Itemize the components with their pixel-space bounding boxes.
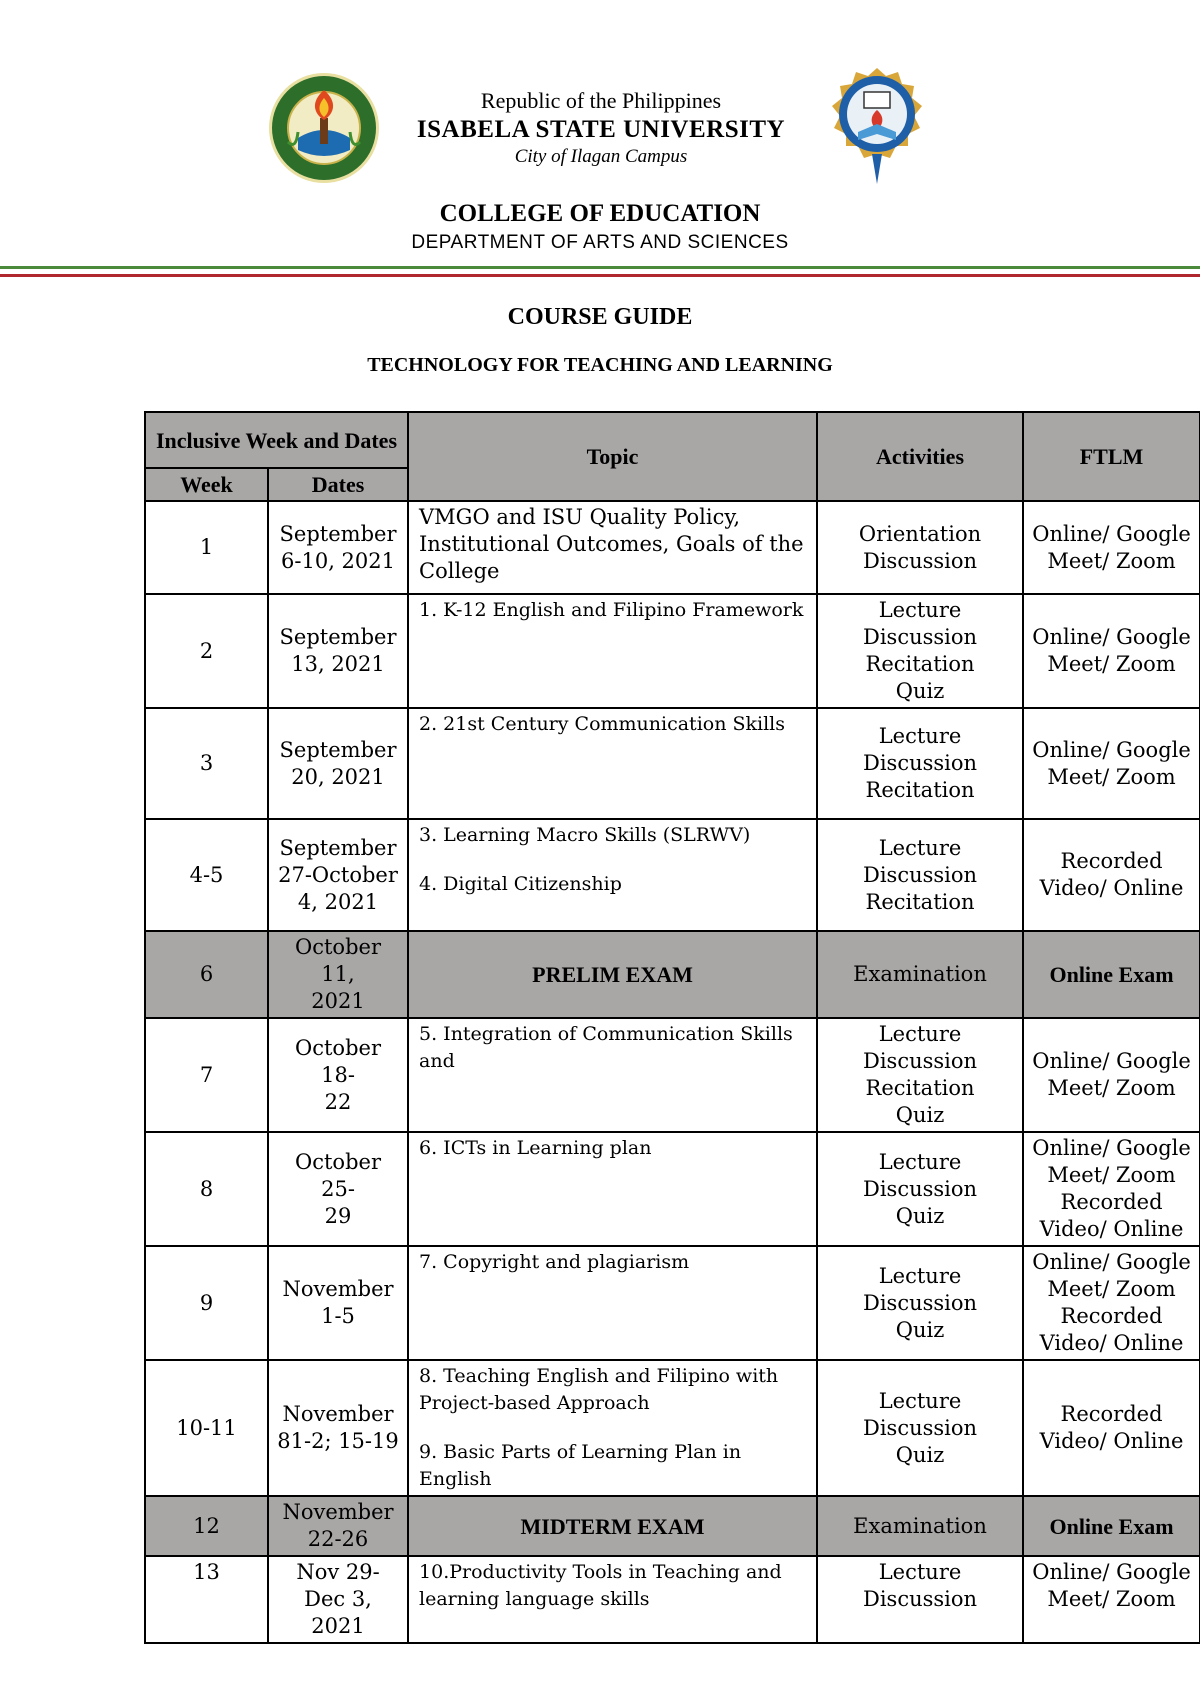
ftlm-cell-line: Recorded: [1060, 1190, 1163, 1214]
dates-cell: [268, 501, 408, 594]
ftlm-cell-line: Meet/ Zoom: [1047, 1163, 1176, 1187]
ftlm-cell: [1023, 594, 1200, 708]
ftlm-cell: [1023, 1360, 1200, 1496]
activities-cell-line: Lecture: [878, 724, 962, 748]
table-row: [145, 1360, 1200, 1496]
campus-name: City of Ilagan Campus: [514, 146, 688, 167]
topic-text: 7. Copyright and plagiarism: [419, 1251, 690, 1273]
activities-cell-line: Lecture: [878, 1388, 962, 1413]
table-row: [145, 1246, 1200, 1360]
ftlm-cell-line: Online/ Google: [1032, 1136, 1191, 1160]
activities-cell-line: Discussion: [862, 751, 978, 775]
dates-cell: [268, 1556, 408, 1643]
week-cell: 4-5: [145, 819, 268, 931]
activities-cell: [817, 708, 1023, 819]
activities-cell-line: Discussion: [862, 625, 978, 649]
dates-cell-line: October 11,: [295, 935, 381, 986]
topic-text: 10.Productivity Tools in Teaching and learning language skills: [419, 1561, 782, 1610]
topic-cell: [408, 1246, 817, 1360]
dates-cell: [268, 819, 408, 931]
republic-line: Republic of the Philippines: [480, 88, 722, 113]
topic-cell: [408, 819, 817, 931]
activities-cell: [817, 501, 1023, 594]
dates-cell: [268, 1132, 408, 1246]
dates-cell: [268, 931, 408, 1018]
topic-text: 3. Learning Macro Skills (SLRWV): [419, 824, 751, 846]
topic-cell: [408, 1360, 817, 1496]
activities-cell-line: Discussion: [862, 1415, 978, 1440]
topic-cell: [408, 594, 817, 708]
activities-cell: [817, 1360, 1023, 1496]
activities-cell-line: Quiz: [895, 1442, 945, 1467]
ftlm-cell: [1023, 501, 1200, 594]
dates-cell-line: Dec 3, 2021: [304, 1587, 372, 1638]
activities-cell-line: Lecture: [878, 1022, 962, 1046]
dates-cell: [268, 708, 408, 819]
college-name: COLLEGE OF EDUCATION: [439, 200, 761, 227]
week-cell: 1: [145, 501, 268, 594]
dates-cell-line: 13, 2021: [291, 652, 385, 676]
table-row: [145, 1496, 1200, 1556]
ftlm-cell: [1023, 708, 1200, 819]
ftlm-cell-line: Meet/ Zoom: [1047, 652, 1176, 676]
dates-cell-line: 27-October: [278, 862, 398, 887]
week-cell: 7: [145, 1018, 268, 1132]
activities-cell-line: Recitation: [865, 889, 975, 914]
ftlm-cell: [1023, 1132, 1200, 1246]
dates-cell-line: 81-2; 15-19: [277, 1429, 399, 1453]
ftlm-cell-line: Online/ Google: [1032, 625, 1191, 649]
topic-cell: [408, 708, 817, 819]
dates-cell: [268, 1246, 408, 1360]
ftlm-cell-line: Recorded: [1060, 849, 1163, 873]
topic-cell: [408, 501, 817, 594]
week-cell: 9: [145, 1246, 268, 1360]
ftlm-cell-line: Meet/ Zoom: [1047, 764, 1176, 789]
activities-cell-line: Discussion: [862, 1176, 978, 1201]
activities-cell-line: Recitation: [865, 652, 975, 676]
ftlm-cell-line: Online/ Google: [1032, 737, 1191, 762]
dates-cell-line: November: [282, 1500, 394, 1524]
activities-cell: [817, 1556, 1023, 1643]
dates-cell-line: Nov 29-: [296, 1560, 380, 1584]
activities-cell-line: Discussion: [862, 1290, 978, 1315]
week-cell: 6: [145, 931, 268, 1018]
dates-cell: [268, 1360, 408, 1496]
activities-cell-line: Lecture: [878, 1560, 962, 1584]
activities-cell: [817, 594, 1023, 708]
table-row: [145, 1132, 1200, 1246]
header-activities: Activities: [817, 412, 1023, 501]
dates-cell-line: September: [279, 625, 397, 649]
ftlm-cell-line: Video/ Online: [1039, 1331, 1184, 1355]
topic-text: 2. 21st Century Communication Skills: [419, 713, 785, 735]
topic-text: 6. ICTs in Learning plan: [419, 1137, 652, 1159]
activities-cell-line: Quiz: [895, 1203, 945, 1228]
university-name: ISABELA STATE UNIVERSITY: [416, 116, 786, 143]
ftlm-cell-line: Online/ Google: [1032, 1250, 1191, 1274]
topic-cell: [408, 1132, 817, 1246]
ftlm-cell-line: Video/ Online: [1039, 1429, 1184, 1453]
department-name: DEPARTMENT OF ARTS AND SCIENCES: [411, 232, 789, 253]
activities-cell: [817, 1132, 1023, 1246]
dates-cell-line: September: [279, 737, 397, 762]
activities-cell-line: Lecture: [878, 1149, 962, 1174]
activities-cell-line: Discussion: [862, 1049, 978, 1073]
activities-cell-line: Discussion: [862, 862, 978, 887]
ftlm-cell-line: Meet/ Zoom: [1047, 1277, 1176, 1301]
dates-cell-line: 2021: [311, 989, 365, 1013]
topic-text: VMGO and ISU Quality Policy, Institutional Outcomes, Goals of the College: [419, 505, 804, 583]
ftlm-cell-line: Recorded: [1060, 1304, 1163, 1328]
ftlm-cell: [1023, 1018, 1200, 1132]
week-cell: 2: [145, 594, 268, 708]
activities-cell-line: Quiz: [895, 1317, 945, 1342]
table-row: [145, 501, 1200, 594]
dates-cell-line: November: [282, 1402, 394, 1426]
table-row: [145, 708, 1200, 819]
activities-cell-line: Recitation: [865, 1076, 975, 1100]
ftlm-cell: Online Exam: [1023, 1496, 1200, 1556]
document-title: COURSE GUIDE: [507, 304, 693, 330]
dates-cell: [268, 1018, 408, 1132]
week-cell: 10-11: [145, 1360, 268, 1496]
activities-cell-line: Quiz: [895, 679, 945, 703]
divider-red: [0, 274, 1200, 277]
activities-cell-line: Lecture: [878, 598, 962, 622]
exam-title-cell: PRELIM EXAM: [408, 931, 817, 1018]
activities-cell: Examination: [817, 931, 1023, 1018]
course-guide-table: [144, 411, 1200, 1644]
dates-cell-line: October 25-: [295, 1149, 381, 1201]
letterhead: [0, 0, 1200, 280]
table-row: [145, 1018, 1200, 1132]
topic-text: 8. Teaching English and Filipino with Project-based Approach: [419, 1365, 779, 1414]
ftlm-cell-line: Online/ Google: [1032, 521, 1191, 546]
table-row: [145, 819, 1200, 931]
header-topic: Topic: [408, 412, 817, 501]
table-row: [145, 1556, 1200, 1643]
dates-cell-line: 1-5: [321, 1304, 355, 1328]
ftlm-cell-line: Online/ Google: [1032, 1560, 1191, 1584]
activities-cell: Examination: [817, 1496, 1023, 1556]
dates-cell-line: 6-10, 2021: [281, 548, 395, 573]
ftlm-cell-line: Meet/ Zoom: [1047, 1076, 1176, 1100]
activities-cell: [817, 819, 1023, 931]
topic-cell: [408, 1018, 817, 1132]
dates-cell-line: 22-26: [307, 1527, 369, 1551]
ftlm-cell: Online Exam: [1023, 931, 1200, 1018]
activities-cell-line: Discussion: [862, 548, 978, 573]
ftlm-cell: [1023, 1556, 1200, 1643]
table-row: [145, 931, 1200, 1018]
dates-cell-line: 20, 2021: [291, 764, 385, 789]
dates-cell-line: September: [279, 521, 397, 546]
ftlm-cell-line: Recorded: [1060, 1402, 1163, 1426]
topic-text: 9. Basic Parts of Learning Plan in English: [419, 1441, 742, 1490]
dates-cell-line: 29: [324, 1203, 352, 1228]
dates-cell-line: November: [282, 1277, 394, 1301]
dates-cell-line: October 18-: [295, 1035, 381, 1087]
activities-cell: [817, 1246, 1023, 1360]
activities-cell-line: Discussion: [862, 1587, 978, 1611]
activities-cell-line: Lecture: [878, 835, 962, 860]
week-cell: 13: [145, 1556, 268, 1643]
activities-cell: [817, 1018, 1023, 1132]
header-ftlm: FTLM: [1023, 412, 1200, 501]
header-inclusive: Inclusive Week and Dates: [145, 412, 408, 468]
ftlm-cell: [1023, 819, 1200, 931]
topic-text: 5. Integration of Communication Skills and: [419, 1023, 793, 1072]
dates-cell-line: 22: [324, 1089, 352, 1114]
activities-cell-line: Quiz: [895, 1103, 945, 1127]
dates-cell-line: September: [279, 835, 397, 860]
ftlm-cell-line: Video/ Online: [1039, 876, 1184, 900]
topic-text: 1. K-12 English and Filipino Framework: [419, 599, 804, 621]
topic-cell: [408, 1556, 817, 1643]
header-dates: Dates: [268, 468, 408, 501]
college-of-education-logo: [822, 62, 932, 186]
divider-green: [0, 266, 1200, 269]
dates-cell-line: 4, 2021: [297, 889, 379, 914]
dates-cell: [268, 594, 408, 708]
table-row: [145, 594, 1200, 708]
ftlm-cell-line: Meet/ Zoom: [1047, 548, 1176, 573]
activities-cell-line: Orientation: [858, 521, 982, 546]
document-subtitle: TECHNOLOGY FOR TEACHING AND LEARNING: [367, 354, 833, 376]
week-cell: 12: [145, 1496, 268, 1556]
exam-title-cell: MIDTERM EXAM: [408, 1496, 817, 1556]
table-body: [145, 501, 1200, 1643]
dates-cell: [268, 1496, 408, 1556]
ftlm-cell-line: Online/ Google: [1032, 1049, 1191, 1073]
topic-text: 4. Digital Citizenship: [419, 873, 622, 895]
header-week: Week: [145, 468, 268, 501]
isu-seal-logo: [268, 72, 380, 184]
ftlm-cell: [1023, 1246, 1200, 1360]
week-cell: 3: [145, 708, 268, 819]
ftlm-cell-line: Video/ Online: [1039, 1217, 1184, 1241]
activities-cell-line: Recitation: [865, 778, 975, 802]
week-cell: 8: [145, 1132, 268, 1246]
ftlm-cell-line: Meet/ Zoom: [1047, 1587, 1176, 1611]
activities-cell-line: Lecture: [878, 1263, 962, 1288]
